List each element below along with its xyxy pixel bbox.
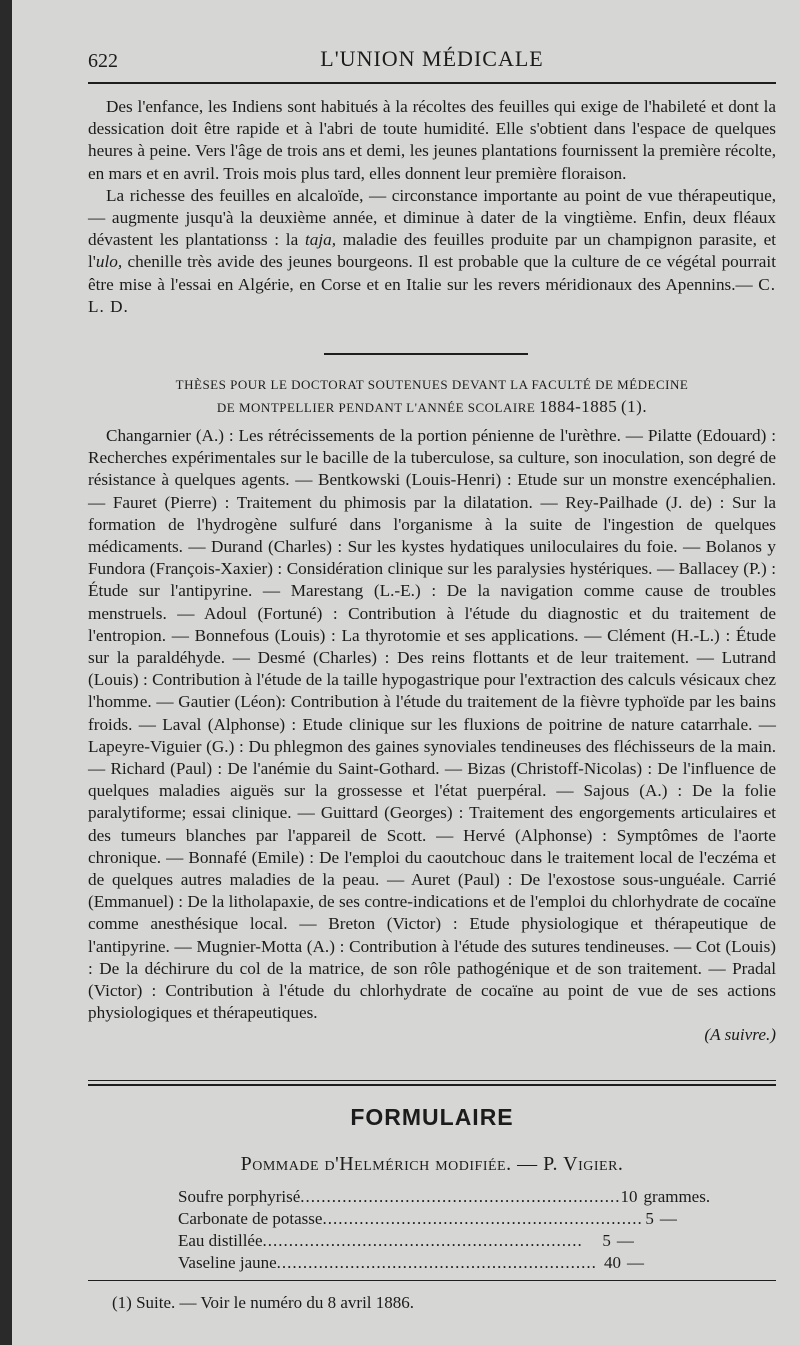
- formulaire-rule-bottom: [88, 1084, 776, 1086]
- ingredient-name: Vaseline jaune: [178, 1253, 277, 1272]
- footnote: (1) Suite. — Voir le numéro du 8 avril 1886.: [112, 1293, 415, 1312]
- recipe-title: Pommade d'Helmérich modifiée. — P. Vigier.: [240, 1153, 624, 1175]
- to-follow-note: (A suivre.): [704, 1025, 776, 1045]
- theses-paragraph: Changarnier (A.) : Les rétrécissements de la portion pénienne de l'urèthre. — Pilatte (Edouard) : Recherches expérimentales sur le bacille de la tuberculose, sa culture, son inoculation, son degré de résistance à quelques agents. — Bentkowski (Louis-Henri) : Etude sur un monstre exencéphalien. — Fauret (Pierre) : Traitement du phimosis par la dilatation. — Rey-Pailhade (J. de) : Sur la formation de l'hydrogène sulfuré dans l'organisme à la suite de l'ingestion de quelques médicaments. — Durand (Charles) : Sur les kystes hydatiques uniloculaires du foie. — Bolanos y Fundora (François-Xaxier) : Considération clinique sur les paralysies hystériques. — Ballacey (P.) : Étude sur l'antipyrine. — Marestang (L.-E.) : De la navigation comme cause de troubles menstruels. — Adoul (Fortuné) : Contribution à l'étude du diagnostic et du traitement de l'entropion. — Bonnefous (Louis) : La thyrotomie et ses applications. — Clément (H.-L.) : Étude sur la paraldéhyde. — Desmé (Charles) : Des reins flottants et de leur traitement. — Lutrand (Louis) : Contribution à l'étude de la taille hypogastrique pour l'extraction des calculs vésicaux chez l'homme. — Gautier (Léon): Contribution à l'étude du traitement de la fièvre typhoïde par les bains froids. — Laval (Alphonse) : Etude clinique sur les fluxions de poitrine de nature catarrhale. — Lapeyre-Viguier (G.) : Du phlegmon des gaines synoviales tendineuses des fléchisseurs de la main. — Richard (Paul) : De l'anémie du Saint-Gothard. — Bizas (Christoff-Nicolas) : De l'influence de quelques maladies aiguës sur la grossesse et l'état puerpéral. — Sajous (A.) : De la folie paralytiforme; essai clinique. — Guittard (Georges) : Traitement des engorgements articulaires et des tumeurs blanches par l'appareil de Scott. — Hervé (Alphonse) : Symptômes de l'aorte chronique. — Bonnafé (Emile) : De l'emploi du caoutchouc dans le traitement local de l'eczéma et de quelques autres maladies de la peau. — Auret (Paul) : De l'exostose sous-unguéale. Carrié (Emmanuel) : De la litholapaxie, de ses contre-indications et de l'emploi du chlorhydrate de cocaïne comme anesthésique local. — Breton (Victor) : Etude physiologique et thérapeutique de l'antipyrine. — Mugnier-Motta (A.) : Contribution à l'étude des sutures tendineuses. — Cot (Louis) : De la déchirure du col de la matrice, de son rôle pathogénique et de son traitement. — Pradal (Victor) : Contribution à l'étude du chlorhydrate de cocaïne au point de vue de ses actions physiologiques et thérapeutiques.: [88, 426, 776, 1023]
- intro-paragraph-2: La richesse des feuilles en alcaloïde, — circonstance importante au point de vue thérapeutique, — augmente jusqu'à la deuxième année, et diminue à dater de la vingtième. Enfin, deux fléaux dévastent les plantationss : la taja, maladie des feuilles produite par un champignon parasite, et l'ulo, chenille très avide des jeunes bourgeons. Il est probable que la culture de ce végétal pourrait être mise à l'essai en Algérie, en Corse et en Italie sur les revers méridionaux des Apennins.— C. L. D.: [88, 185, 776, 316]
- running-title: L'UNION MÉDICALE: [320, 46, 544, 71]
- recipe-ingredients: [178, 1186, 711, 1274]
- ingredient-qty: 5: [602, 1231, 611, 1250]
- ingredient-unit: —: [659, 1209, 677, 1228]
- ingredient-unit: —: [616, 1231, 634, 1250]
- ingredient-name: Soufre porphyrisé: [178, 1187, 301, 1206]
- intro-text: [88, 96, 776, 318]
- ingredient-row: Carbonate de potasse ............................................................. 5 —: [178, 1208, 688, 1230]
- theses-heading: [88, 374, 776, 419]
- header-rule: [88, 82, 776, 84]
- page-header: [88, 44, 776, 74]
- theses-heading-line-1: THÈSES POUR LE DOCTORAT SOUTENUES DEVANT LA FACULTÉ DE MÉDECINE: [175, 377, 689, 392]
- formulaire-rule-top: [88, 1080, 776, 1081]
- page: [12, 0, 800, 1345]
- ingredient-name: Eau distillée: [178, 1231, 263, 1250]
- ingredient-unit: —: [627, 1253, 645, 1272]
- formulaire-title: FORMULAIRE: [350, 1104, 514, 1130]
- ingredient-qty: 10: [620, 1187, 638, 1206]
- theses-heading-line-2: DE MONTPELLIER PENDANT L'ANNÉE SCOLAIRE 1884-1885 (1).: [216, 397, 648, 416]
- signature: C. L. D.: [88, 274, 776, 316]
- ingredient-unit: grammes.: [643, 1187, 711, 1206]
- page-number: 622: [88, 50, 118, 72]
- ingredient-row: Eau distillée ............................................................. 5 —: [178, 1230, 688, 1252]
- footnote-rule: [88, 1280, 776, 1281]
- ingredient-row: Soufre porphyrisé ............................................................. 10 grammes.: [178, 1187, 711, 1206]
- section-separator: [324, 353, 528, 355]
- intro-paragraph-1: Des l'enfance, les Indiens sont habitués à la récoltes des feuilles qui exige de l'habileté et dont la dessication doit être rapide et à l'abri de toute humidité. Elle s'obtient dans l'espace de quelques heures à peine. Vers l'âge de trois ans et demi, les jeunes plantations fournissent la première récolte, en mars et en avril. Trois mois plus tard, elles donnent leur première floraison.: [88, 97, 776, 183]
- ingredient-row: Vaseline jaune ............................................................. 40 —: [178, 1252, 688, 1274]
- ingredient-name: Carbonate de potasse: [178, 1209, 323, 1228]
- theses-text: [88, 425, 776, 1047]
- ingredient-qty: 5: [645, 1209, 654, 1228]
- ingredient-qty: 40: [604, 1253, 622, 1272]
